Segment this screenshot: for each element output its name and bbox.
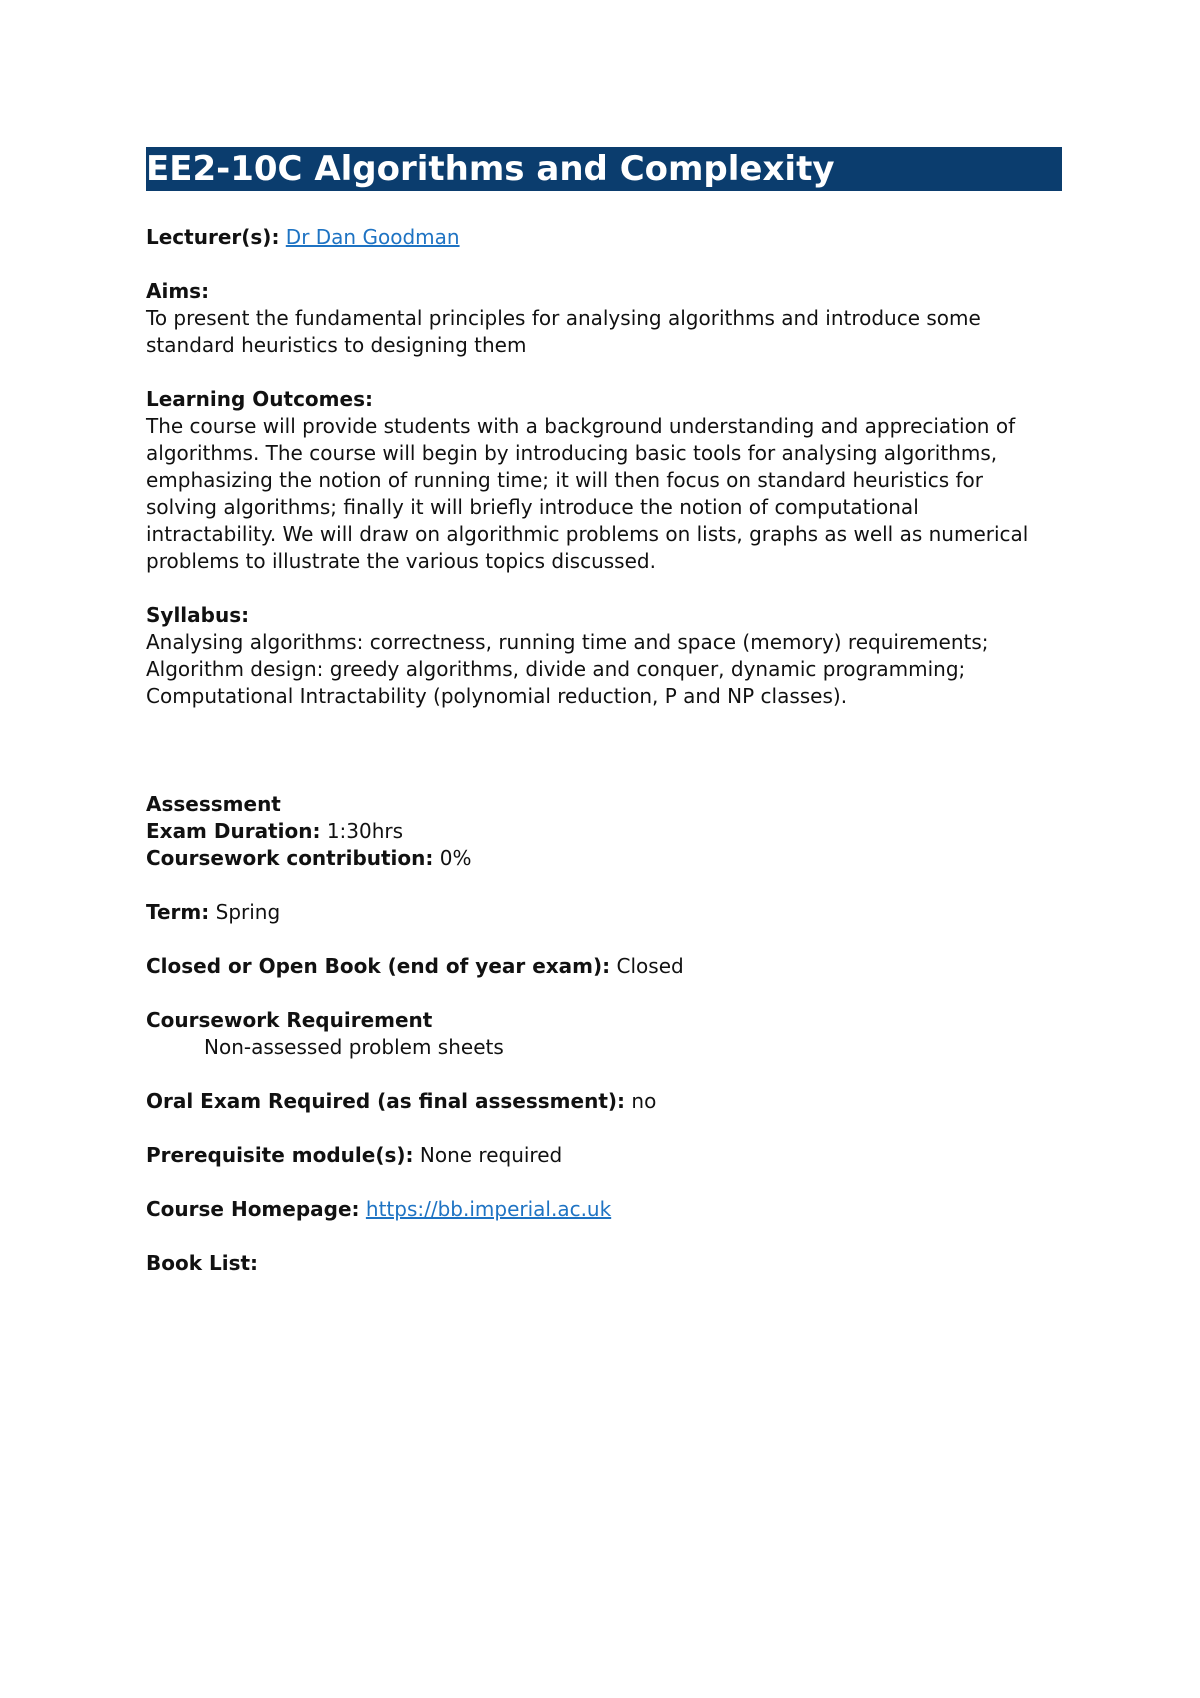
term-line xyxy=(146,899,1062,926)
book-list-label: Book List: xyxy=(146,1251,259,1275)
learning-outcomes-line: problems to illustrate the various topics discussed. xyxy=(146,549,656,573)
aims-label: Aims: xyxy=(146,279,210,303)
oral-exam-line xyxy=(146,1088,1062,1115)
homepage-label: Course Homepage: xyxy=(146,1197,360,1221)
lecturer-link[interactable]: Dr Dan Goodman xyxy=(285,225,460,249)
course-document xyxy=(146,147,1062,1277)
coursework-contribution-value: 0% xyxy=(439,846,472,870)
learning-outcomes-line: emphasizing the notion of running time; it will then focus on standard heuristics for xyxy=(146,468,983,492)
aims-line: To present the fundamental principles for analysing algorithms and introduce some xyxy=(146,306,981,330)
aims-line: standard heuristics to designing them xyxy=(146,333,527,357)
exam-duration-line xyxy=(146,818,1062,845)
book-type-value: Closed xyxy=(616,954,684,978)
assessment-section xyxy=(146,791,1062,872)
coursework-requirement-section xyxy=(146,1007,1062,1061)
lecturer-line xyxy=(146,224,1062,251)
syllabus-label: Syllabus: xyxy=(146,603,250,627)
term-label: Term: xyxy=(146,900,210,924)
syllabus-section xyxy=(146,602,1062,710)
book-type-line xyxy=(146,953,1062,980)
syllabus-line: Algorithm design: greedy algorithms, divide and conquer, dynamic programming; xyxy=(146,657,966,681)
exam-duration-value: 1:30hrs xyxy=(326,819,404,843)
exam-duration-label: Exam Duration: xyxy=(146,819,321,843)
prerequisites-label: Prerequisite module(s): xyxy=(146,1143,414,1167)
syllabus-line: Analysing algorithms: correctness, running time and space (memory) requirements; xyxy=(146,630,989,654)
term-value: Spring xyxy=(215,900,281,924)
homepage-link[interactable]: https://bb.imperial.ac.uk xyxy=(365,1197,612,1221)
aims-section xyxy=(146,278,1062,359)
learning-outcomes-line: solving algorithms; finally it will briefly introduce the notion of computational xyxy=(146,495,919,519)
learning-outcomes-label: Learning Outcomes: xyxy=(146,387,373,411)
prerequisites-line xyxy=(146,1142,1062,1169)
coursework-contribution-label: Coursework contribution: xyxy=(146,846,434,870)
course-title: EE2-10C Algorithms and Complexity xyxy=(146,147,1062,191)
learning-outcomes-line: intractability. We will draw on algorithmic problems on lists, graphs as well as numerical xyxy=(146,522,1029,546)
oral-exam-value: no xyxy=(631,1089,657,1113)
syllabus-line: Computational Intractability (polynomial reduction, P and NP classes). xyxy=(146,684,848,708)
assessment-heading: Assessment xyxy=(146,792,281,816)
oral-exam-label: Oral Exam Required (as final assessment): xyxy=(146,1089,626,1113)
coursework-requirement-label: Coursework Requirement xyxy=(146,1008,433,1032)
book-list-line xyxy=(146,1250,1062,1277)
learning-outcomes-line: algorithms. The course will begin by introducing basic tools for analysing algorithms, xyxy=(146,441,998,465)
learning-outcomes-line: The course will provide students with a background understanding and appreciation of xyxy=(146,414,1016,438)
book-type-label: Closed or Open Book (end of year exam): xyxy=(146,954,611,978)
coursework-requirement-value: Non-assessed problem sheets xyxy=(204,1035,504,1059)
learning-outcomes-section xyxy=(146,386,1062,575)
prerequisites-value: None required xyxy=(419,1143,563,1167)
homepage-line xyxy=(146,1196,1062,1223)
lecturer-label: Lecturer(s): xyxy=(146,225,280,249)
coursework-contribution-line xyxy=(146,845,1062,872)
